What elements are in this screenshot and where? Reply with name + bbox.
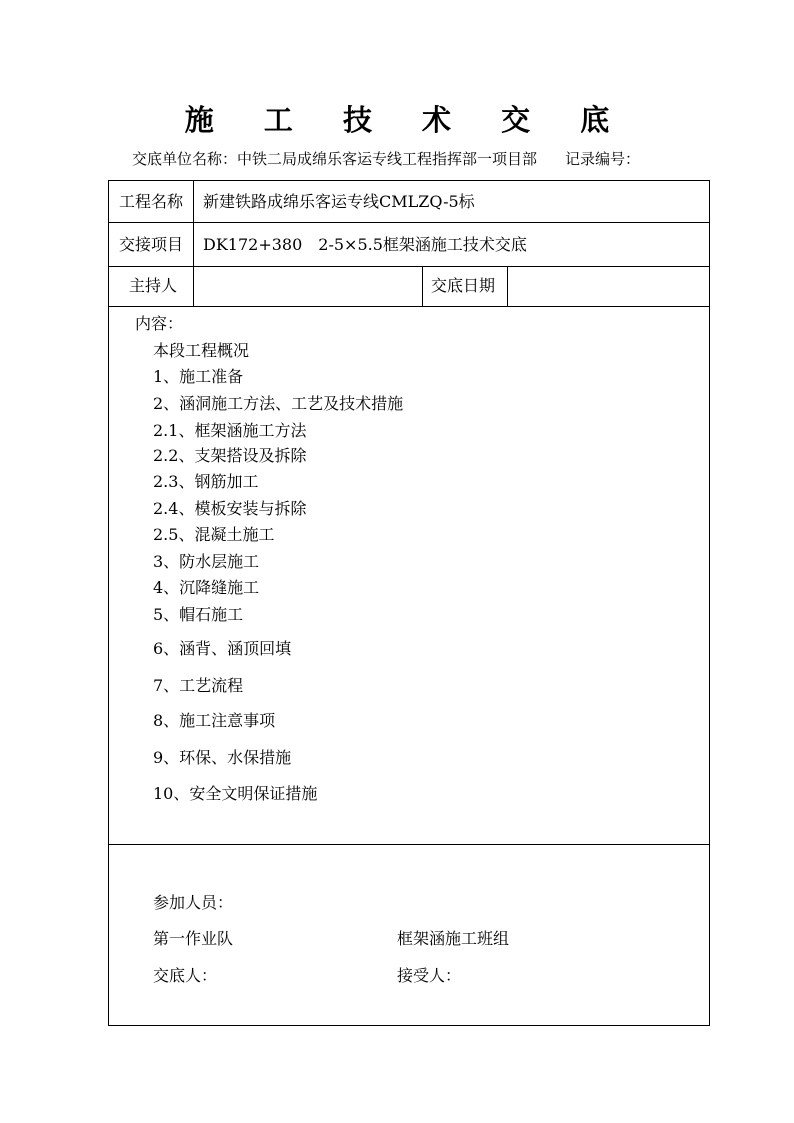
section-divider bbox=[109, 844, 709, 845]
content-item: 8、施工注意事项 bbox=[153, 711, 276, 730]
content-item: 2.1、框架涵施工方法 bbox=[153, 421, 307, 440]
content-label: 内容： bbox=[135, 314, 184, 333]
content-item: 5、帽石施工 bbox=[153, 605, 244, 624]
page-title: 施 工 技 术 交 底 bbox=[184, 103, 630, 137]
giver-label: 交底人： bbox=[153, 966, 218, 985]
receiver-label: 接受人： bbox=[397, 966, 462, 985]
column-divider bbox=[507, 266, 508, 306]
content-item: 6、涵背、涵顶回填 bbox=[153, 639, 292, 658]
content-item: 2、涵洞施工方法、工艺及技术措施 bbox=[153, 394, 404, 413]
record-number-label: 记录编号： bbox=[565, 150, 641, 168]
content-item: 2.3、钢筋加工 bbox=[153, 472, 259, 491]
handover-item-value: DK172+380 2-5×5.5框架涵施工技术交底 bbox=[203, 235, 527, 254]
content-item: 10、安全文明保证措施 bbox=[153, 784, 318, 803]
content-item: 9、环保、水保措施 bbox=[153, 748, 292, 767]
row-divider bbox=[109, 306, 709, 307]
content-item: 2.4、模板安装与拆除 bbox=[153, 499, 307, 518]
project-name-label: 工程名称 bbox=[119, 192, 184, 211]
handover-item-label: 交接项目 bbox=[119, 235, 184, 254]
participants-label: 参加人员： bbox=[153, 893, 234, 912]
content-item: 4、沉降缝施工 bbox=[153, 578, 260, 597]
document-header bbox=[132, 148, 640, 169]
column-divider bbox=[193, 181, 194, 306]
content-item: 3、防水层施工 bbox=[153, 552, 260, 571]
content-item: 2.2、支架搭设及拆除 bbox=[153, 446, 307, 465]
host-label: 主持人 bbox=[129, 276, 178, 295]
content-item: 本段工程概况 bbox=[153, 341, 250, 360]
content-item: 2.5、混凝土施工 bbox=[153, 525, 275, 544]
row-divider bbox=[109, 222, 709, 223]
date-label: 交底日期 bbox=[431, 276, 496, 295]
team-first: 第一作业队 bbox=[153, 929, 234, 948]
unit-name: 交底单位名称：中铁二局成绵乐客运专线工程指挥部一项目部 bbox=[132, 150, 538, 168]
column-divider bbox=[422, 266, 423, 306]
content-item: 1、施工准备 bbox=[153, 367, 244, 386]
content-item: 7、工艺流程 bbox=[153, 676, 244, 695]
row-divider bbox=[109, 266, 709, 267]
disclosure-form bbox=[108, 180, 710, 1026]
team-culvert: 框架涵施工班组 bbox=[397, 929, 510, 948]
project-name-value: 新建铁路成绵乐客运专线CMLZQ-5标 bbox=[203, 192, 475, 211]
